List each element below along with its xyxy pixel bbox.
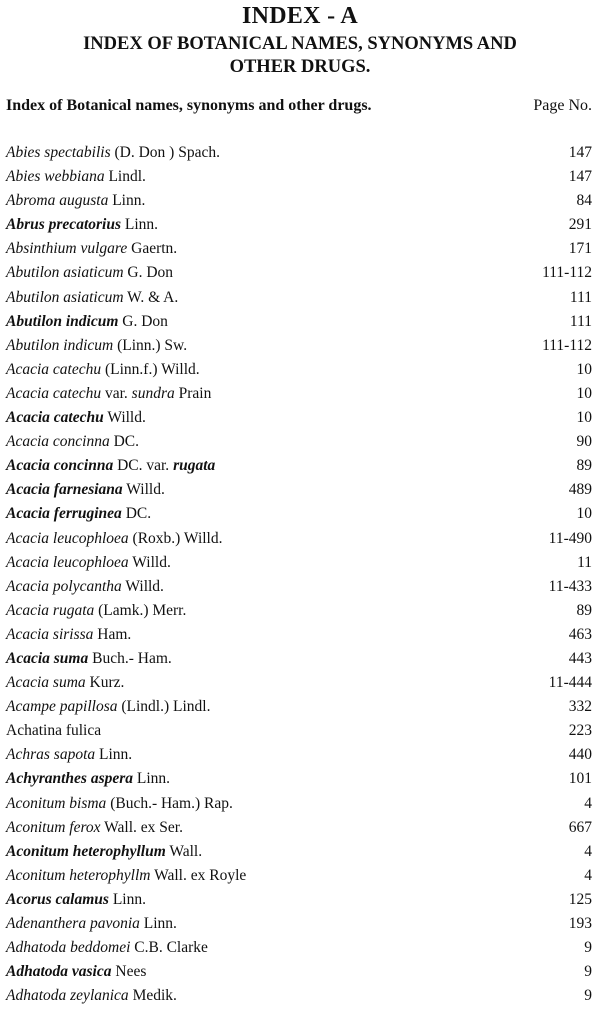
entry-name-segment: Linn.: [133, 770, 171, 788]
entry-name: [6, 237, 177, 261]
entry-name-segment: Acacia catechu: [6, 409, 104, 427]
entry-name-segment: Achyranthes aspera: [6, 770, 134, 788]
entry-page-number: 84: [576, 192, 592, 210]
entry-name-segment: Acacia polycantha: [6, 577, 122, 595]
entry-page-number: 11: [577, 553, 592, 571]
entry-page-number: 10: [576, 384, 592, 402]
entry-name-segment: Acacia leucophloea: [6, 529, 129, 547]
entry-page-number: 10: [576, 409, 592, 427]
entry-name-segment: Acacia sirissa: [6, 625, 94, 643]
entry-name: [6, 261, 173, 285]
entry-name: [6, 719, 101, 743]
entry-name-segment: Acacia concinna: [6, 433, 110, 451]
entry-name-segment: Wall. ex Royle: [150, 866, 247, 884]
index-entry: [0, 286, 600, 310]
index-entry: [0, 502, 600, 526]
entry-name: [6, 671, 124, 695]
entry-page-number: 463: [568, 625, 592, 643]
entry-page-number: 9: [584, 987, 592, 1005]
index-entry: [0, 310, 600, 334]
index-entry: [0, 141, 600, 165]
entry-name: [6, 527, 222, 551]
entry-name-segment: Aconitum heterophyllm: [6, 866, 151, 884]
entry-name-segment: Abutilon asiaticum: [6, 288, 124, 306]
entry-name-segment: Acacia suma: [6, 649, 89, 667]
entry-page-number: 667: [568, 818, 592, 836]
entry-name-segment: Abroma augusta: [6, 192, 109, 210]
entry-name: [6, 960, 146, 984]
index-entry: [0, 719, 600, 743]
entry-name-segment: (Buch.- Ham.) Rap.: [106, 794, 233, 812]
index-entry: [0, 743, 600, 767]
subtitle-line-1: INDEX OF BOTANICAL NAMES, SYNONYMS AND: [83, 34, 517, 54]
entry-name: [6, 936, 208, 960]
entry-name-segment: Adhatoda vasica: [6, 963, 112, 981]
index-entry: [0, 840, 600, 864]
index-entry: [0, 454, 600, 478]
entry-name: [6, 430, 139, 454]
entry-name: [6, 816, 183, 840]
entry-name-segment: Acacia concinna: [6, 457, 114, 475]
entry-name-segment: Buch.- Ham.: [88, 649, 172, 667]
column-header-page-no: Page No.: [533, 97, 592, 114]
entry-name: [6, 358, 200, 382]
entry-name-segment: Aconitum heterophyllum: [6, 842, 166, 860]
entry-name-segment: Lindl.: [104, 168, 146, 186]
index-entry: [0, 816, 600, 840]
entry-name: [6, 599, 186, 623]
index-entry: [0, 527, 600, 551]
entry-page-number: 147: [568, 144, 592, 161]
entry-name-segment: (Roxb.) Willd.: [128, 529, 223, 547]
entry-name: [6, 864, 246, 888]
entry-name-segment: rugata: [173, 457, 216, 475]
entry-page-number: 10: [576, 505, 592, 523]
index-entry: [0, 984, 600, 1008]
index-entry: [0, 623, 600, 647]
index-entry: [0, 261, 600, 285]
entry-name-segment: Acacia rugata: [6, 601, 95, 619]
index-entry: [0, 647, 600, 671]
entry-name-segment: Adhatoda beddomei: [6, 939, 131, 957]
entry-page-number: 332: [568, 698, 592, 716]
index-entry: [0, 912, 600, 936]
entry-name-segment: Wall.: [165, 842, 203, 860]
index-entry: [0, 213, 600, 237]
entry-page-number: 111-112: [542, 336, 592, 354]
entry-name-segment: (Linn.f.) Willd.: [101, 360, 200, 378]
entry-name: [6, 767, 170, 791]
entry-name: [6, 647, 172, 671]
entry-page-number: 111-112: [542, 264, 592, 282]
entry-name: [6, 334, 187, 358]
entry-name-segment: var.: [101, 384, 132, 402]
entry-name: [6, 286, 178, 310]
entry-name-segment: Linn.: [121, 216, 159, 234]
entry-name-segment: Willd.: [103, 409, 146, 427]
entry-name-segment: Acacia farnesiana: [6, 481, 123, 499]
entry-name-segment: Aconitum bisma: [6, 794, 107, 812]
index-entry: [0, 165, 600, 189]
entry-name-segment: (D. Don ) Spach.: [110, 144, 220, 161]
entry-name-segment: Abutilon indicum: [6, 312, 119, 330]
entry-name-segment: DC.: [121, 505, 152, 523]
entry-page-number: 10: [576, 360, 592, 378]
entry-page-number: 9: [584, 963, 592, 981]
entry-page-number: 147: [568, 168, 592, 186]
page-title: INDEX - A: [241, 3, 359, 29]
index-entry: [0, 888, 600, 912]
index-entry: [0, 792, 600, 816]
entry-name: [6, 551, 171, 575]
entry-page-number: 11-444: [548, 674, 592, 692]
entry-page-number: 223: [568, 722, 592, 740]
entry-name-segment: Linn.: [108, 890, 146, 908]
entry-name-segment: (Linn.) Sw.: [113, 336, 188, 354]
entry-name: [6, 792, 233, 816]
entry-name-segment: Acacia catechu: [6, 360, 102, 378]
entry-name-segment: Ham.: [93, 625, 132, 643]
entry-page-number: 11-433: [548, 577, 592, 595]
entry-page-number: 4: [584, 842, 592, 860]
entry-name-segment: (Lamk.) Merr.: [94, 601, 187, 619]
entry-name-segment: Acacia suma: [6, 674, 86, 692]
entry-name-segment: Adenanthera pavonia: [6, 915, 140, 932]
entry-page-number: 90: [576, 433, 592, 451]
entry-name-segment: Acampe papillosa: [6, 698, 118, 716]
entry-name-segment: DC.: [109, 433, 140, 451]
entry-name: [6, 502, 151, 526]
index-entry: [0, 334, 600, 358]
entry-page-number: 171: [568, 240, 592, 258]
index-entry-list: [0, 141, 600, 1008]
entry-name-segment: Abutilon indicum: [6, 336, 114, 354]
entry-page-number: 111: [569, 288, 592, 306]
index-entry: [0, 237, 600, 261]
index-entry: [0, 551, 600, 575]
entry-name: [6, 406, 146, 430]
entry-page-number: 125: [568, 890, 592, 908]
index-entry: [0, 864, 600, 888]
entry-name: [6, 189, 145, 213]
entry-name: [6, 478, 165, 502]
entry-name-segment: Wall. ex Ser.: [100, 818, 183, 836]
entry-name: [6, 141, 220, 165]
entry-name-segment: Acacia catechu: [6, 384, 102, 402]
index-entry: [0, 358, 600, 382]
entry-name-segment: Medik.: [128, 987, 177, 1005]
index-entry: [0, 960, 600, 984]
entry-name: [6, 165, 146, 189]
entry-name-segment: Abutilon asiaticum: [6, 264, 124, 282]
index-entry: [0, 478, 600, 502]
entry-page-number: 89: [576, 601, 592, 619]
entry-name-segment: Achatina fulica: [6, 722, 102, 740]
entry-page-number: 9: [584, 939, 592, 957]
entry-page-number: 443: [568, 649, 592, 667]
entry-name-segment: Willd.: [128, 553, 171, 571]
entry-name: [6, 984, 177, 1008]
entry-name-segment: Abies spectabilis: [6, 144, 111, 161]
entry-name: [6, 888, 146, 912]
entry-name-segment: Acorus calamus: [6, 890, 109, 908]
entry-name: [6, 382, 211, 406]
index-entry: [0, 189, 600, 213]
entry-name-segment: Willd.: [122, 481, 165, 499]
index-entry: [0, 382, 600, 406]
entry-name-segment: Acacia ferruginea: [6, 505, 122, 523]
entry-name-segment: Linn.: [108, 192, 146, 210]
entry-name-segment: Absinthium vulgare: [6, 240, 128, 258]
column-header-names: Index of Botanical names, synonyms and other drugs.: [6, 97, 372, 114]
entry-name-segment: sundra: [131, 384, 175, 402]
page-subtitle: [30, 33, 570, 79]
entry-name: [6, 575, 164, 599]
entry-page-number: 440: [568, 746, 592, 764]
entry-page-number: 4: [584, 794, 592, 812]
entry-name: [6, 310, 168, 334]
entry-name: [6, 912, 177, 936]
index-entry: [0, 430, 600, 454]
entry-name: [6, 454, 215, 478]
entry-page-number: 193: [568, 915, 592, 932]
index-entry: [0, 695, 600, 719]
entry-name-segment: Achras sapota: [6, 746, 96, 764]
entry-name-segment: (Lindl.) Lindl.: [117, 698, 211, 716]
entry-name: [6, 213, 158, 237]
entry-page-number: 101: [568, 770, 592, 788]
entry-name-segment: Nees: [111, 963, 147, 981]
entry-page-number: 111: [569, 312, 592, 330]
entry-name: [6, 623, 131, 647]
index-entry: [0, 406, 600, 430]
entry-name-segment: G. Don: [118, 312, 168, 330]
entry-name-segment: Abrus precatorius: [6, 216, 121, 234]
index-entry: [0, 767, 600, 791]
entry-name-segment: Gaertn.: [127, 240, 178, 258]
entry-page-number: 291: [568, 216, 592, 234]
index-entry: [0, 936, 600, 960]
entry-name-segment: W. & A.: [123, 288, 179, 306]
index-entry: [0, 599, 600, 623]
entry-page-number: 11-490: [548, 529, 592, 547]
index-entry: [0, 671, 600, 695]
subtitle-line-2: OTHER DRUGS.: [229, 57, 371, 77]
entry-page-number: 89: [576, 457, 592, 475]
entry-name-segment: Willd.: [121, 577, 164, 595]
entry-page-number: 489: [568, 481, 592, 499]
entry-name: [6, 695, 211, 719]
entry-name-segment: C.B. Clarke: [130, 939, 208, 957]
entry-name-segment: G. Don: [123, 264, 174, 282]
entry-name: [6, 743, 132, 767]
entry-name-segment: DC. var.: [113, 457, 174, 475]
entry-name-segment: Prain: [174, 384, 212, 402]
entry-name-segment: Adhatoda zeylanica: [6, 987, 129, 1005]
entry-name: [6, 840, 202, 864]
entry-name-segment: Kurz.: [85, 674, 125, 692]
entry-name-segment: Abies webbiana: [6, 168, 105, 186]
entry-page-number: 4: [584, 866, 592, 884]
entry-name-segment: Acacia leucophloea: [6, 553, 129, 571]
entry-name-segment: Linn.: [95, 746, 133, 764]
entry-name-segment: Linn.: [139, 915, 177, 932]
index-entry: [0, 575, 600, 599]
entry-name-segment: Aconitum ferox: [6, 818, 101, 836]
